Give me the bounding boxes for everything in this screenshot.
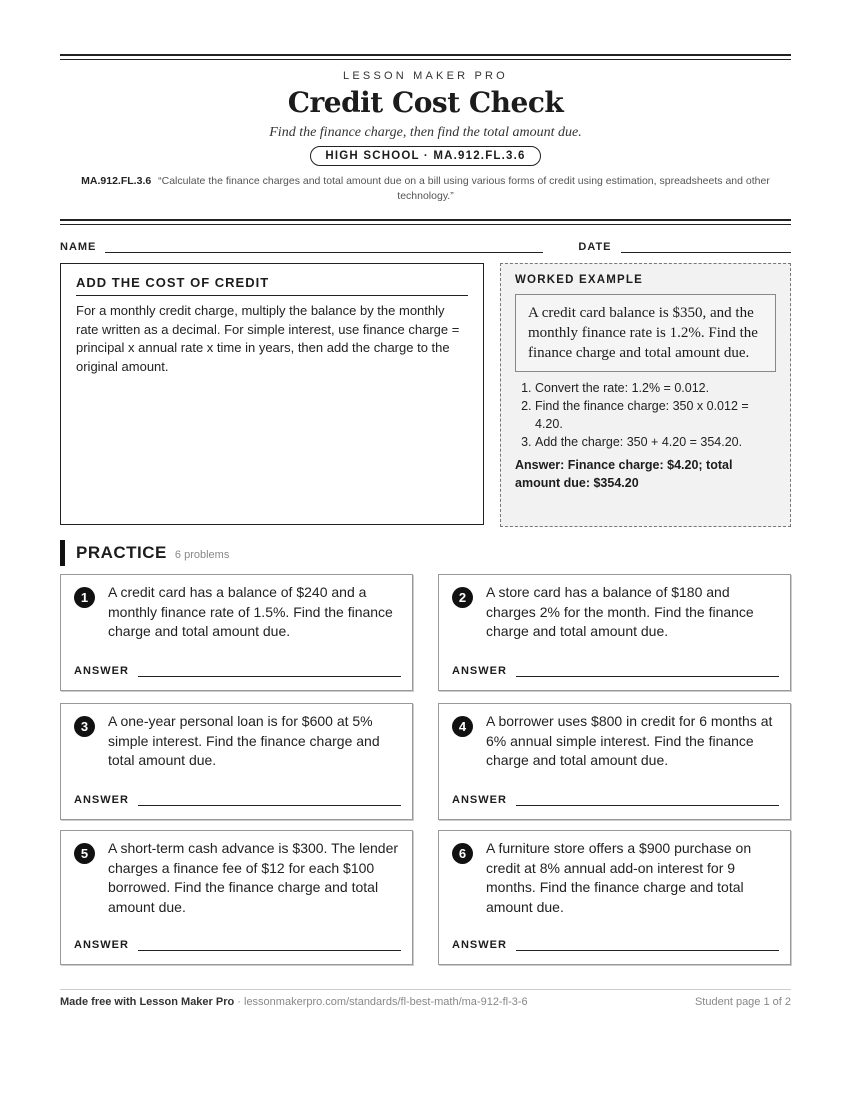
answer-field[interactable] — [516, 664, 779, 677]
answer-field[interactable] — [138, 793, 401, 806]
worked-example-answer: Answer: Finance charge: $4.20; total amount due: $354.20 — [515, 458, 733, 490]
lesson-card — [60, 263, 484, 525]
footer-page-number: Student page 1 of 2 — [694, 996, 791, 1008]
problem-number-badge: 3 — [74, 716, 95, 737]
problem-text: A borrower uses $800 in credit for 6 months at 6% annual simple interest. Find the finance charge and total amount due. — [486, 713, 773, 768]
answer-field[interactable] — [516, 793, 779, 806]
problem-text: A one-year personal loan is for $600 at 5% simple interest. Find the finance charge and total amount due. — [108, 713, 380, 768]
practice-count: 6 problems — [174, 549, 230, 561]
problem-text: A short-term cash advance is $300. The lender charges a finance fee of $12 for each $100 borrowed. Find the finance charge and total amount due. — [108, 840, 399, 915]
problem-number-badge: 5 — [74, 843, 95, 864]
problem-text: A credit card has a balance of $240 and a monthly finance rate of 1.5%. Find the finance charge and total amount due. — [108, 584, 393, 639]
problem-card-2 — [438, 574, 791, 691]
problem-card-1 — [60, 574, 413, 691]
header-bottom-rule — [60, 219, 791, 225]
practice-header — [60, 540, 229, 566]
problem-number-badge: 4 — [452, 716, 473, 737]
page-footer — [60, 989, 791, 1008]
date-field[interactable] — [621, 240, 791, 253]
answer-label: ANSWER — [452, 939, 507, 951]
footer-credit — [60, 996, 528, 1008]
practice-accent-bar — [60, 540, 65, 566]
worked-step: 1. Convert the rate: 1.2% = 0.012. — [535, 379, 776, 397]
footer-made-with: Made free with Lesson Maker Pro — [60, 996, 235, 1008]
practice-title: PRACTICE — [76, 543, 167, 562]
answer-label: ANSWER — [74, 665, 129, 677]
worked-example-title: WORKED EXAMPLE — [515, 274, 643, 286]
answer-label: ANSWER — [452, 665, 507, 677]
answer-field[interactable] — [516, 938, 779, 951]
answer-field[interactable] — [138, 664, 401, 677]
lesson-body: For a monthly credit charge, multiply the balance by the monthly rate written as a decimal. For simple interest, use finance charge = principal x annual rate x time in years, then add the charge to the original amount. — [76, 303, 460, 374]
date-label: DATE — [578, 241, 612, 253]
answer-label: ANSWER — [74, 939, 129, 951]
answer-label: ANSWER — [452, 794, 507, 806]
worked-step: 2. Find the finance charge: 350 x 0.012 = 4.20. — [535, 397, 776, 433]
lesson-title: ADD THE COST OF CREDIT — [76, 275, 468, 296]
problem-number-badge: 2 — [452, 587, 473, 608]
top-rule — [60, 54, 791, 60]
answer-field[interactable] — [138, 938, 401, 951]
name-date-row — [60, 240, 791, 253]
worksheet-page — [60, 54, 791, 1008]
standard-text: “Calculate the finance charges and total amount due on a bill using various forms of credit using estimation, spreadsheets and other technology.” — [158, 175, 770, 202]
problem-text: A furniture store offers a $900 purchase on credit at 8% annual add-on interest for 9 months. Find the finance charge and total amount due. — [486, 840, 752, 915]
problem-card-6 — [438, 830, 791, 965]
worked-example-steps — [515, 379, 776, 451]
answer-label: ANSWER — [74, 794, 129, 806]
problem-card-3 — [60, 703, 413, 820]
standard-code: MA.912.FL.3.6 — [81, 175, 152, 187]
name-label: NAME — [60, 241, 97, 253]
problem-number-badge: 1 — [74, 587, 95, 608]
problem-number-badge: 6 — [452, 843, 473, 864]
problem-text: A store card has a balance of $180 and charges 2% for the month. Find the finance charge and total amount due. — [486, 584, 754, 639]
problem-card-4 — [438, 703, 791, 820]
worked-step: 3. Add the charge: 350 + 4.20 = 354.20. — [535, 433, 776, 451]
footer-url[interactable]: · lessonmakerpro.com/standards/fl-best-math/ma-912-fl-3-6 — [234, 996, 528, 1008]
grade-standard-pill: HIGH SCHOOL · MA.912.FL.3.6 — [310, 146, 540, 166]
worked-example-box — [500, 263, 791, 527]
worksheet-subtitle: Find the finance charge, then find the total amount due. — [269, 125, 582, 140]
worked-example-problem: A credit card balance is $350, and the monthly finance rate is 1.2%. Find the finance charge and total amount due. — [515, 294, 776, 372]
worksheet-title: Credit Cost Check — [287, 86, 564, 119]
problem-card-5 — [60, 830, 413, 965]
standard-description — [60, 174, 791, 204]
brand-label: LESSON MAKER PRO — [343, 70, 508, 82]
name-field[interactable] — [105, 240, 543, 253]
